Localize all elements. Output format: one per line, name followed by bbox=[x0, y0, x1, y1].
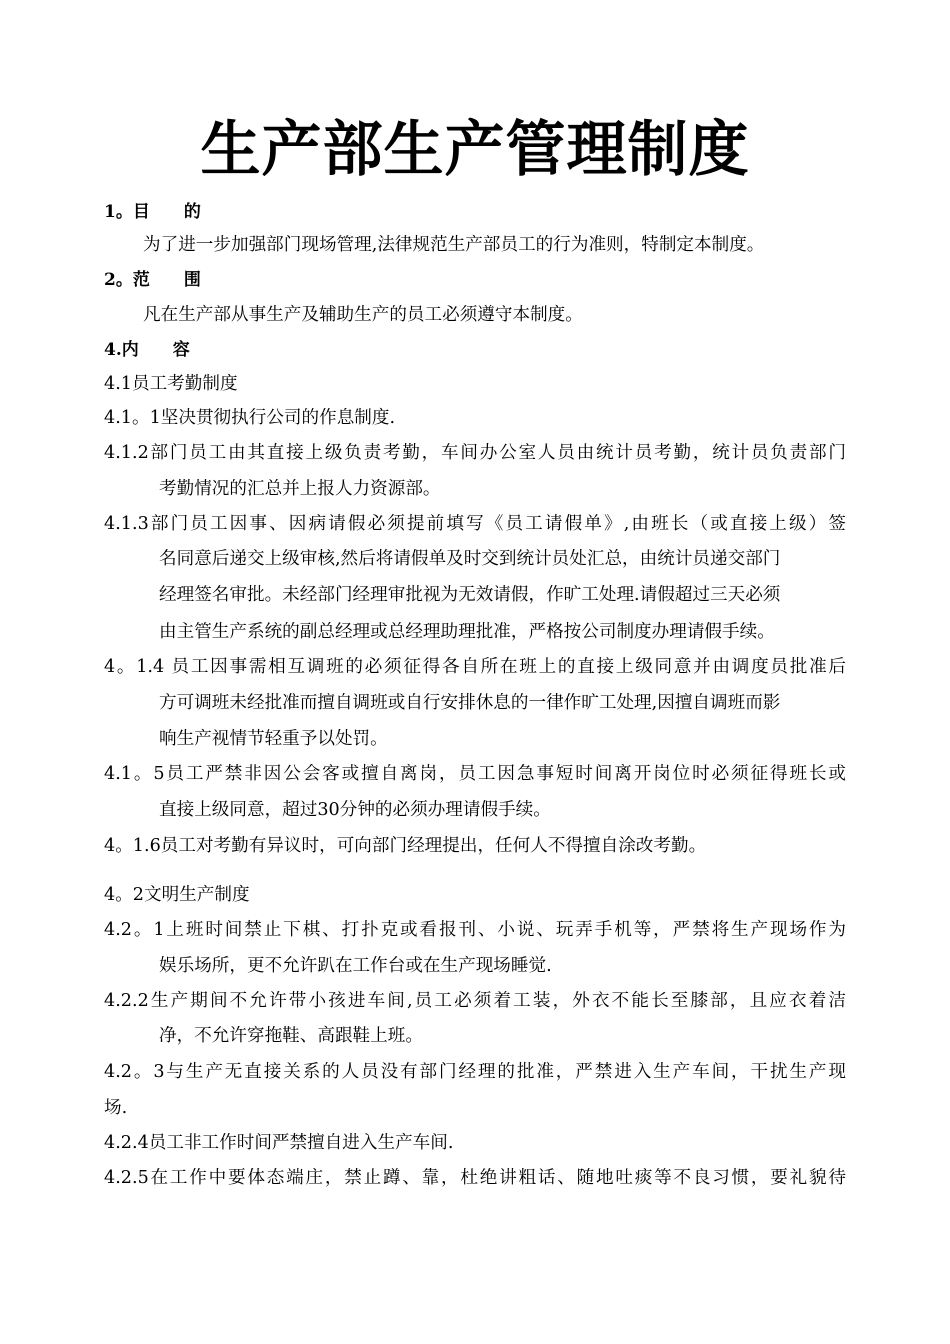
paragraph-line: 经理签名审批。未经部门经理审批视为无效请假，作旷工处理.请假超过三天必须 bbox=[159, 585, 781, 605]
paragraph-line: 响生产视情节轻重予以处罚。 bbox=[159, 729, 388, 749]
paragraph-line: 考勤情况的汇总并上报人力资源部。 bbox=[159, 479, 441, 499]
paragraph-line: 4.2。1上班时间禁止下棋、打扑克或看报刊、小说、玩弄手机等，严禁将生产现场作为 bbox=[104, 920, 846, 940]
paragraph-line: 由主管生产系统的副总经理或总经理助理批准，严格按公司制度办理请假手续。 bbox=[159, 622, 775, 642]
paragraph-line: 4。1.6员工对考勤有异议时，可向部门经理提出，任何人不得擅自涂改考勤。 bbox=[104, 836, 707, 856]
section-heading-content: 4.内 容 bbox=[104, 340, 190, 360]
section-heading-scope: 2。范 围 bbox=[104, 270, 201, 290]
paragraph-line: 4.1.2部门员工由其直接上级负责考勤，车间办公室人员由统计员考勤，统计员负责部门 bbox=[104, 443, 846, 463]
paragraph-line: 4.2。3与生产无直接关系的人员没有部门经理的批准，严禁进入生产车间，干扰生产现 bbox=[104, 1062, 846, 1082]
paragraph-line: 4.1。5员工严禁非因公会客或擅自离岗，员工因急事短时间离开岗位时必须征得班长或 bbox=[104, 764, 846, 784]
paragraph-line: 4。1.4 员工因事需相互调班的必须征得各自所在班上的直接上级同意并由调度员批准后 bbox=[104, 657, 846, 677]
paragraph-line: 4.2.2生产期间不允许带小孩进车间,员工必须着工装，外衣不能长至膝部，且应衣着洁 bbox=[104, 991, 846, 1011]
section-heading-purpose: 1。目 的 bbox=[104, 202, 201, 222]
paragraph-line: 场. bbox=[104, 1098, 128, 1118]
purpose-text: 为了进一步加强部门现场管理,法律规范生产部员工的行为准则，特制定本制度。 bbox=[143, 235, 765, 255]
paragraph-line: 名同意后递交上级审核,然后将请假单及时交到统计员处汇总，由统计员递交部门 bbox=[159, 549, 781, 569]
paragraph-line: 方可调班未经批准而擅自调班或自行安排休息的一律作旷工处理,因擅自调班而影 bbox=[159, 693, 781, 713]
paragraph-line: 4.2.5在工作中要体态端庄，禁止蹲、靠，杜绝讲粗话、随地吐痰等不良习惯，要礼貌待 bbox=[104, 1168, 846, 1188]
paragraph-line: 娱乐场所，更不允许趴在工作台或在生产现场睡觉. bbox=[159, 956, 552, 976]
paragraph-line: 4.1。1坚决贯彻执行公司的作息制度. bbox=[104, 408, 396, 428]
paragraph-line: 直接上级同意，超过30分钟的必须办理请假手续。 bbox=[159, 800, 551, 820]
scope-text: 凡在生产部从事生产及辅助生产的员工必须遵守本制度。 bbox=[143, 305, 583, 325]
paragraph-line: 4。2文明生产制度 bbox=[104, 885, 250, 905]
paragraph-line: 4.1员工考勤制度 bbox=[104, 374, 238, 394]
paragraph-line: 4.1.3部门员工因事、因病请假必须提前填写《员工请假单》,由班长（或直接上级）签 bbox=[104, 514, 846, 534]
paragraph-line: 净，不允许穿拖鞋、高跟鞋上班。 bbox=[159, 1026, 423, 1046]
document-title: 生产部生产管理制度 bbox=[200, 115, 750, 185]
paragraph-line: 4.2.4员工非工作时间严禁擅自进入生产车间. bbox=[104, 1133, 454, 1153]
